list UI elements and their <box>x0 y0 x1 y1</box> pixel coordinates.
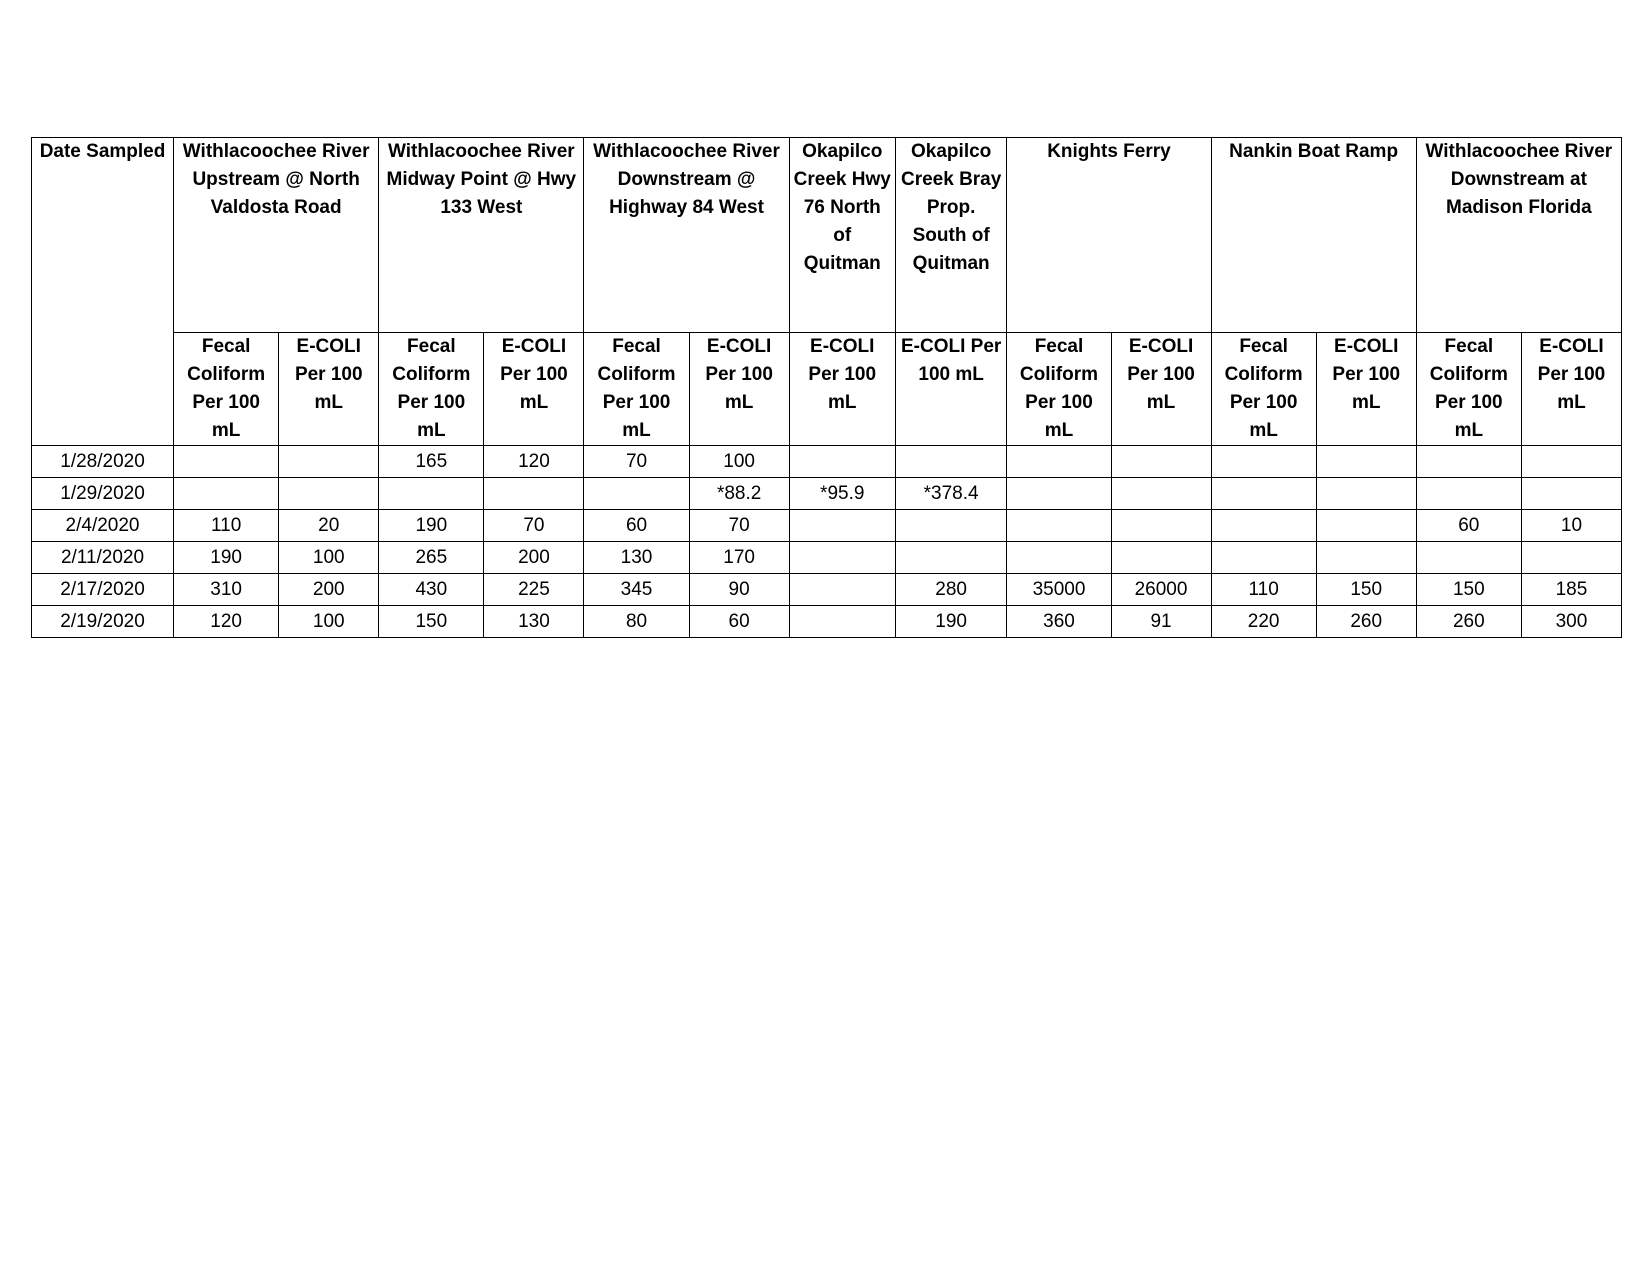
value-cell: 110 <box>1211 574 1316 606</box>
site-header: Nankin Boat Ramp <box>1211 138 1416 333</box>
date-cell: 2/4/2020 <box>32 510 174 542</box>
site-header: Okapilco Creek Bray Prop. South of Quitman <box>895 138 1007 333</box>
value-cell: 91 <box>1111 606 1211 638</box>
date-cell: 2/17/2020 <box>32 574 174 606</box>
value-cell: 130 <box>484 606 584 638</box>
value-cell <box>789 446 895 478</box>
value-cell <box>1007 510 1111 542</box>
value-cell: 20 <box>279 510 379 542</box>
parameter-header: E-COLI Per 100 mL <box>1521 333 1621 446</box>
value-cell <box>1316 446 1416 478</box>
value-cell: 200 <box>279 574 379 606</box>
parameter-header: Fecal Coliform Per 100 mL <box>174 333 279 446</box>
value-cell <box>1007 446 1111 478</box>
site-header: Knights Ferry <box>1007 138 1211 333</box>
date-cell: 2/19/2020 <box>32 606 174 638</box>
value-cell: 70 <box>484 510 584 542</box>
value-cell: 260 <box>1416 606 1521 638</box>
table-row <box>32 606 1622 638</box>
parameter-header: E-COLI Per 100 mL <box>789 333 895 446</box>
parameter-header-row <box>32 333 1622 446</box>
value-cell: *378.4 <box>895 478 1007 510</box>
value-cell: 185 <box>1521 574 1621 606</box>
value-cell <box>1111 478 1211 510</box>
value-cell: 190 <box>174 542 279 574</box>
value-cell <box>789 574 895 606</box>
parameter-header: E-COLI Per 100 mL <box>689 333 789 446</box>
value-cell: 300 <box>1521 606 1621 638</box>
value-cell <box>1416 542 1521 574</box>
value-cell: 130 <box>584 542 689 574</box>
value-cell: 60 <box>689 606 789 638</box>
value-cell <box>1111 446 1211 478</box>
site-header: Okapilco Creek Hwy 76 North of Quitman <box>789 138 895 333</box>
value-cell: 150 <box>1416 574 1521 606</box>
value-cell <box>1416 446 1521 478</box>
value-cell <box>789 606 895 638</box>
value-cell <box>1211 478 1316 510</box>
parameter-header: Fecal Coliform Per 100 mL <box>584 333 689 446</box>
table-body <box>32 446 1622 638</box>
value-cell: 265 <box>379 542 484 574</box>
value-cell <box>379 478 484 510</box>
site-header: Withlacoochee River Upstream @ North Valdosta Road <box>174 138 379 333</box>
value-cell: 100 <box>689 446 789 478</box>
value-cell <box>484 478 584 510</box>
value-cell: 190 <box>379 510 484 542</box>
site-header-row <box>32 138 1622 333</box>
value-cell <box>1211 542 1316 574</box>
value-cell: 80 <box>584 606 689 638</box>
value-cell <box>1316 542 1416 574</box>
value-cell <box>1521 478 1621 510</box>
value-cell <box>1211 446 1316 478</box>
value-cell: 190 <box>895 606 1007 638</box>
value-cell: 345 <box>584 574 689 606</box>
value-cell: 200 <box>484 542 584 574</box>
table-row <box>32 446 1622 478</box>
parameter-header: E-COLI Per 100 mL <box>1111 333 1211 446</box>
value-cell: 10 <box>1521 510 1621 542</box>
parameter-header: Fecal Coliform Per 100 mL <box>1007 333 1111 446</box>
parameter-header: Fecal Coliform Per 100 mL <box>1211 333 1316 446</box>
value-cell <box>1521 542 1621 574</box>
value-cell <box>1111 510 1211 542</box>
site-header: Withlacoochee River Downstream at Madison Florida <box>1416 138 1621 333</box>
value-cell: 60 <box>584 510 689 542</box>
value-cell: 165 <box>379 446 484 478</box>
value-cell <box>1007 478 1111 510</box>
date-cell: 1/29/2020 <box>32 478 174 510</box>
value-cell <box>279 446 379 478</box>
value-cell: 100 <box>279 606 379 638</box>
value-cell <box>789 510 895 542</box>
value-cell <box>895 510 1007 542</box>
value-cell <box>174 446 279 478</box>
value-cell: 90 <box>689 574 789 606</box>
parameter-header: E-COLI Per 100 mL <box>1316 333 1416 446</box>
value-cell: 60 <box>1416 510 1521 542</box>
value-cell: 150 <box>379 606 484 638</box>
table-row <box>32 574 1622 606</box>
value-cell: *88.2 <box>689 478 789 510</box>
value-cell <box>174 478 279 510</box>
value-cell: 280 <box>895 574 1007 606</box>
value-cell: 150 <box>1316 574 1416 606</box>
value-cell <box>1416 478 1521 510</box>
value-cell <box>1316 510 1416 542</box>
value-cell: 220 <box>1211 606 1316 638</box>
date-sampled-header: Date Sampled <box>32 138 174 446</box>
water-quality-table <box>31 137 1622 638</box>
value-cell: 100 <box>279 542 379 574</box>
table-row <box>32 542 1622 574</box>
value-cell: 360 <box>1007 606 1111 638</box>
value-cell: 430 <box>379 574 484 606</box>
value-cell: 70 <box>689 510 789 542</box>
value-cell: *95.9 <box>789 478 895 510</box>
parameter-header: E-COLI Per 100 mL <box>484 333 584 446</box>
parameter-header: Fecal Coliform Per 100 mL <box>1416 333 1521 446</box>
value-cell <box>1316 478 1416 510</box>
value-cell <box>895 542 1007 574</box>
value-cell <box>895 446 1007 478</box>
site-header: Withlacoochee River Downstream @ Highway 84 West <box>584 138 789 333</box>
date-cell: 2/11/2020 <box>32 542 174 574</box>
table-row <box>32 510 1622 542</box>
value-cell: 35000 <box>1007 574 1111 606</box>
value-cell <box>584 478 689 510</box>
value-cell: 70 <box>584 446 689 478</box>
value-cell <box>789 542 895 574</box>
parameter-header: Fecal Coliform Per 100 mL <box>379 333 484 446</box>
value-cell: 225 <box>484 574 584 606</box>
date-cell: 1/28/2020 <box>32 446 174 478</box>
value-cell: 170 <box>689 542 789 574</box>
value-cell: 110 <box>174 510 279 542</box>
value-cell: 120 <box>174 606 279 638</box>
table-row <box>32 478 1622 510</box>
site-header: Withlacoochee River Midway Point @ Hwy 133 West <box>379 138 584 333</box>
value-cell <box>1521 446 1621 478</box>
value-cell: 310 <box>174 574 279 606</box>
value-cell: 120 <box>484 446 584 478</box>
value-cell <box>1211 510 1316 542</box>
parameter-header: E-COLI Per 100 mL <box>895 333 1007 446</box>
value-cell: 260 <box>1316 606 1416 638</box>
value-cell <box>1007 542 1111 574</box>
value-cell <box>279 478 379 510</box>
value-cell <box>1111 542 1211 574</box>
value-cell: 26000 <box>1111 574 1211 606</box>
parameter-header: E-COLI Per 100 mL <box>279 333 379 446</box>
